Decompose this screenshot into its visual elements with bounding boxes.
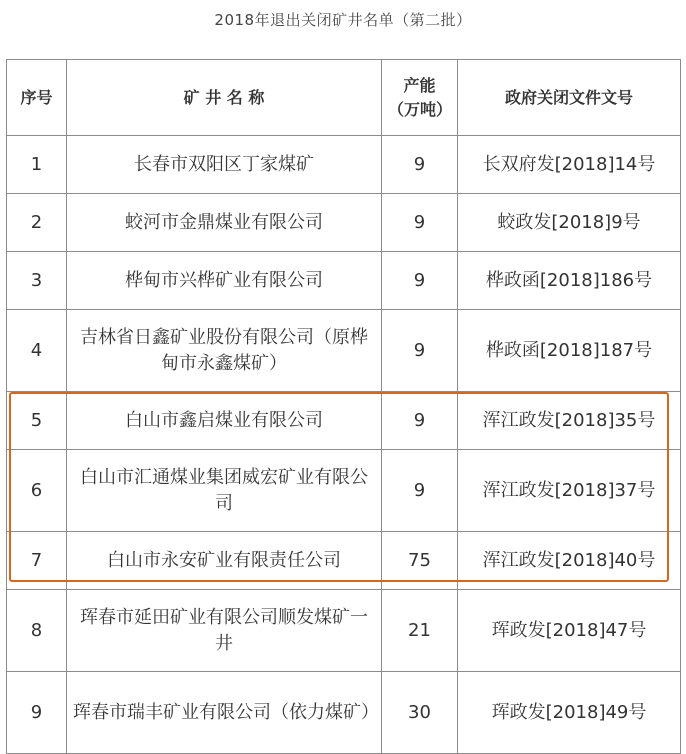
cell-doc: 浑江政发[2018]40号 [458,532,681,590]
header-name: 矿 井 名 称 [67,60,382,136]
cell-index: 4 [7,310,67,392]
header-doc: 政府关闭文件文号 [458,60,681,136]
cell-index: 7 [7,532,67,590]
cell-name: 白山市永安矿业有限责任公司 [67,532,382,590]
cell-name: 白山市鑫启煤业有限公司 [67,392,382,450]
table-header-row [7,60,681,136]
table-row [7,532,681,590]
cell-index: 9 [7,672,67,754]
cell-doc: 珲政发[2018]47号 [458,590,681,672]
cell-name: 吉林省日鑫矿业股份有限公司（原桦甸市永鑫煤矿） [67,310,382,392]
table-row [7,310,681,392]
cell-doc: 浑江政发[2018]35号 [458,392,681,450]
cell-doc: 长双府发[2018]14号 [458,136,681,194]
table-row [7,194,681,252]
cell-index: 5 [7,392,67,450]
cell-index: 6 [7,450,67,532]
cell-capacity: 9 [382,310,458,392]
cell-capacity: 30 [382,672,458,754]
header-capacity: 产能（万吨） [382,60,458,136]
cell-doc: 桦政函[2018]186号 [458,252,681,310]
cell-name: 珲春市延田矿业有限公司顺发煤矿一井 [67,590,382,672]
table-row [7,590,681,672]
cell-index: 8 [7,590,67,672]
cell-doc: 浑江政发[2018]37号 [458,450,681,532]
table-row [7,672,681,754]
table-row [7,136,681,194]
cell-capacity: 9 [382,194,458,252]
cell-index: 3 [7,252,67,310]
cell-capacity: 9 [382,450,458,532]
cell-capacity: 21 [382,590,458,672]
cell-doc: 珲政发[2018]49号 [458,672,681,754]
cell-capacity: 9 [382,252,458,310]
cell-index: 2 [7,194,67,252]
table-row [7,450,681,532]
header-index: 序号 [7,60,67,136]
mine-closure-table [6,59,681,754]
cell-name: 蛟河市金鼎煤业有限公司 [67,194,382,252]
cell-capacity: 9 [382,136,458,194]
cell-capacity: 9 [382,392,458,450]
cell-name: 桦甸市兴桦矿业有限公司 [67,252,382,310]
table-row [7,252,681,310]
table-row [7,392,681,450]
cell-name: 白山市汇通煤业集团威宏矿业有限公司 [67,450,382,532]
cell-doc: 蛟政发[2018]9号 [458,194,681,252]
cell-capacity: 75 [382,532,458,590]
cell-name: 长春市双阳区丁家煤矿 [67,136,382,194]
cell-name: 珲春市瑞丰矿业有限公司（依力煤矿） [67,672,382,754]
cell-index: 1 [7,136,67,194]
cell-doc: 桦政函[2018]187号 [458,310,681,392]
table-caption: 2018年退出关闭矿井名单（第二批） [214,11,472,29]
